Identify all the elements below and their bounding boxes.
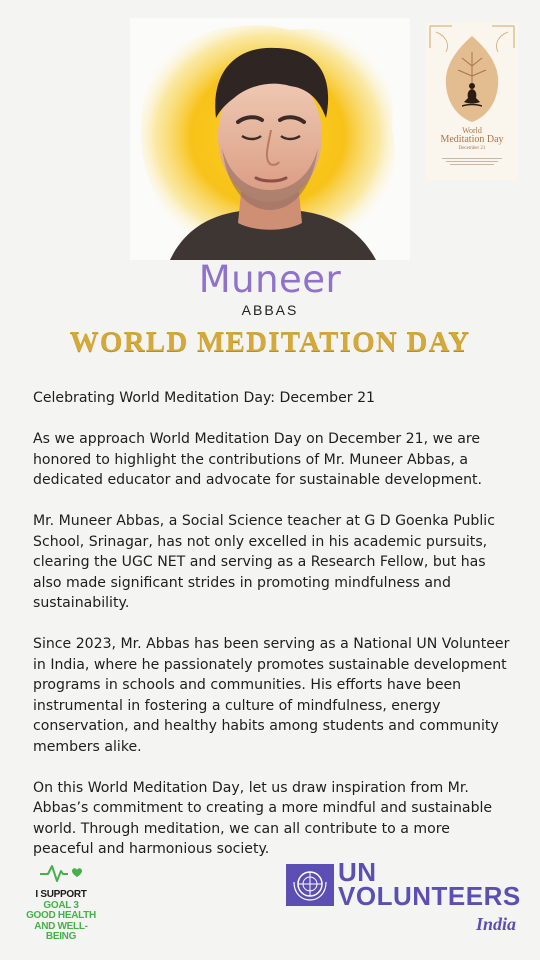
- sdg-line3: GOOD HEALTH: [26, 910, 96, 921]
- first-name: Muneer: [198, 258, 342, 301]
- sdg-line4: AND WELL-BEING: [34, 920, 88, 942]
- unv-line1: UN: [338, 857, 377, 887]
- sdg-line1: I SUPPORT: [35, 889, 87, 900]
- badge-title-line2: Meditation Day: [440, 134, 504, 145]
- badge-fine-print: [442, 156, 502, 170]
- sdg-goal3-logo: [26, 862, 96, 942]
- meditation-figure-icon: [462, 82, 482, 108]
- heartbeat-icon: [26, 862, 96, 884]
- sdg-line2: GOAL 3: [43, 899, 79, 911]
- article-paragraph: Mr. Muneer Abbas, a Social Science teacher at G D Goenka Public School, Srinagar, has not only excelled in his academic pursuits, clearing the UGC NET and serving as a Research Fellow, but has also made significant strides in promoting mindfulness and sustainability.: [33, 513, 495, 611]
- last-name: ABBAS: [241, 302, 299, 318]
- badge-date: December 21: [458, 146, 486, 151]
- article-paragraph: On this World Meditation Day, let us draw inspiration from Mr. Abbas’s commitment to creating a more mindful and sustainable world. Through meditation, we can all contribute to a more peaceful and harmonious society.: [33, 779, 493, 857]
- un-emblem-icon: [286, 864, 334, 906]
- article-body: [33, 388, 511, 880]
- article-paragraph: As we approach World Meditation Day on December 21, we are honored to highlight the contributions of Mr. Muneer Abbas, a dedicated educator and advocate for sustainable development.: [33, 431, 483, 488]
- unv-line2: VOLUNTEERS: [338, 881, 521, 911]
- article-paragraph: Since 2023, Mr. Abbas has been serving as a National UN Volunteer in India, where he passionately promotes sustainable development programs in schools and communities. His efforts have been instrumental in fostering a culture of mindfulness, energy conservation, and healthy habits among students and community members alike.: [33, 636, 510, 755]
- page-title: WORLD MEDITATION DAY: [69, 326, 471, 358]
- meditation-day-badge: [426, 22, 518, 180]
- portrait-illustration: [130, 18, 410, 260]
- article-paragraph: Celebrating World Meditation Day: December 21: [33, 390, 376, 406]
- badge-title-line1: World: [462, 126, 482, 135]
- unv-country: India: [475, 914, 516, 934]
- un-volunteers-logo: [286, 857, 521, 940]
